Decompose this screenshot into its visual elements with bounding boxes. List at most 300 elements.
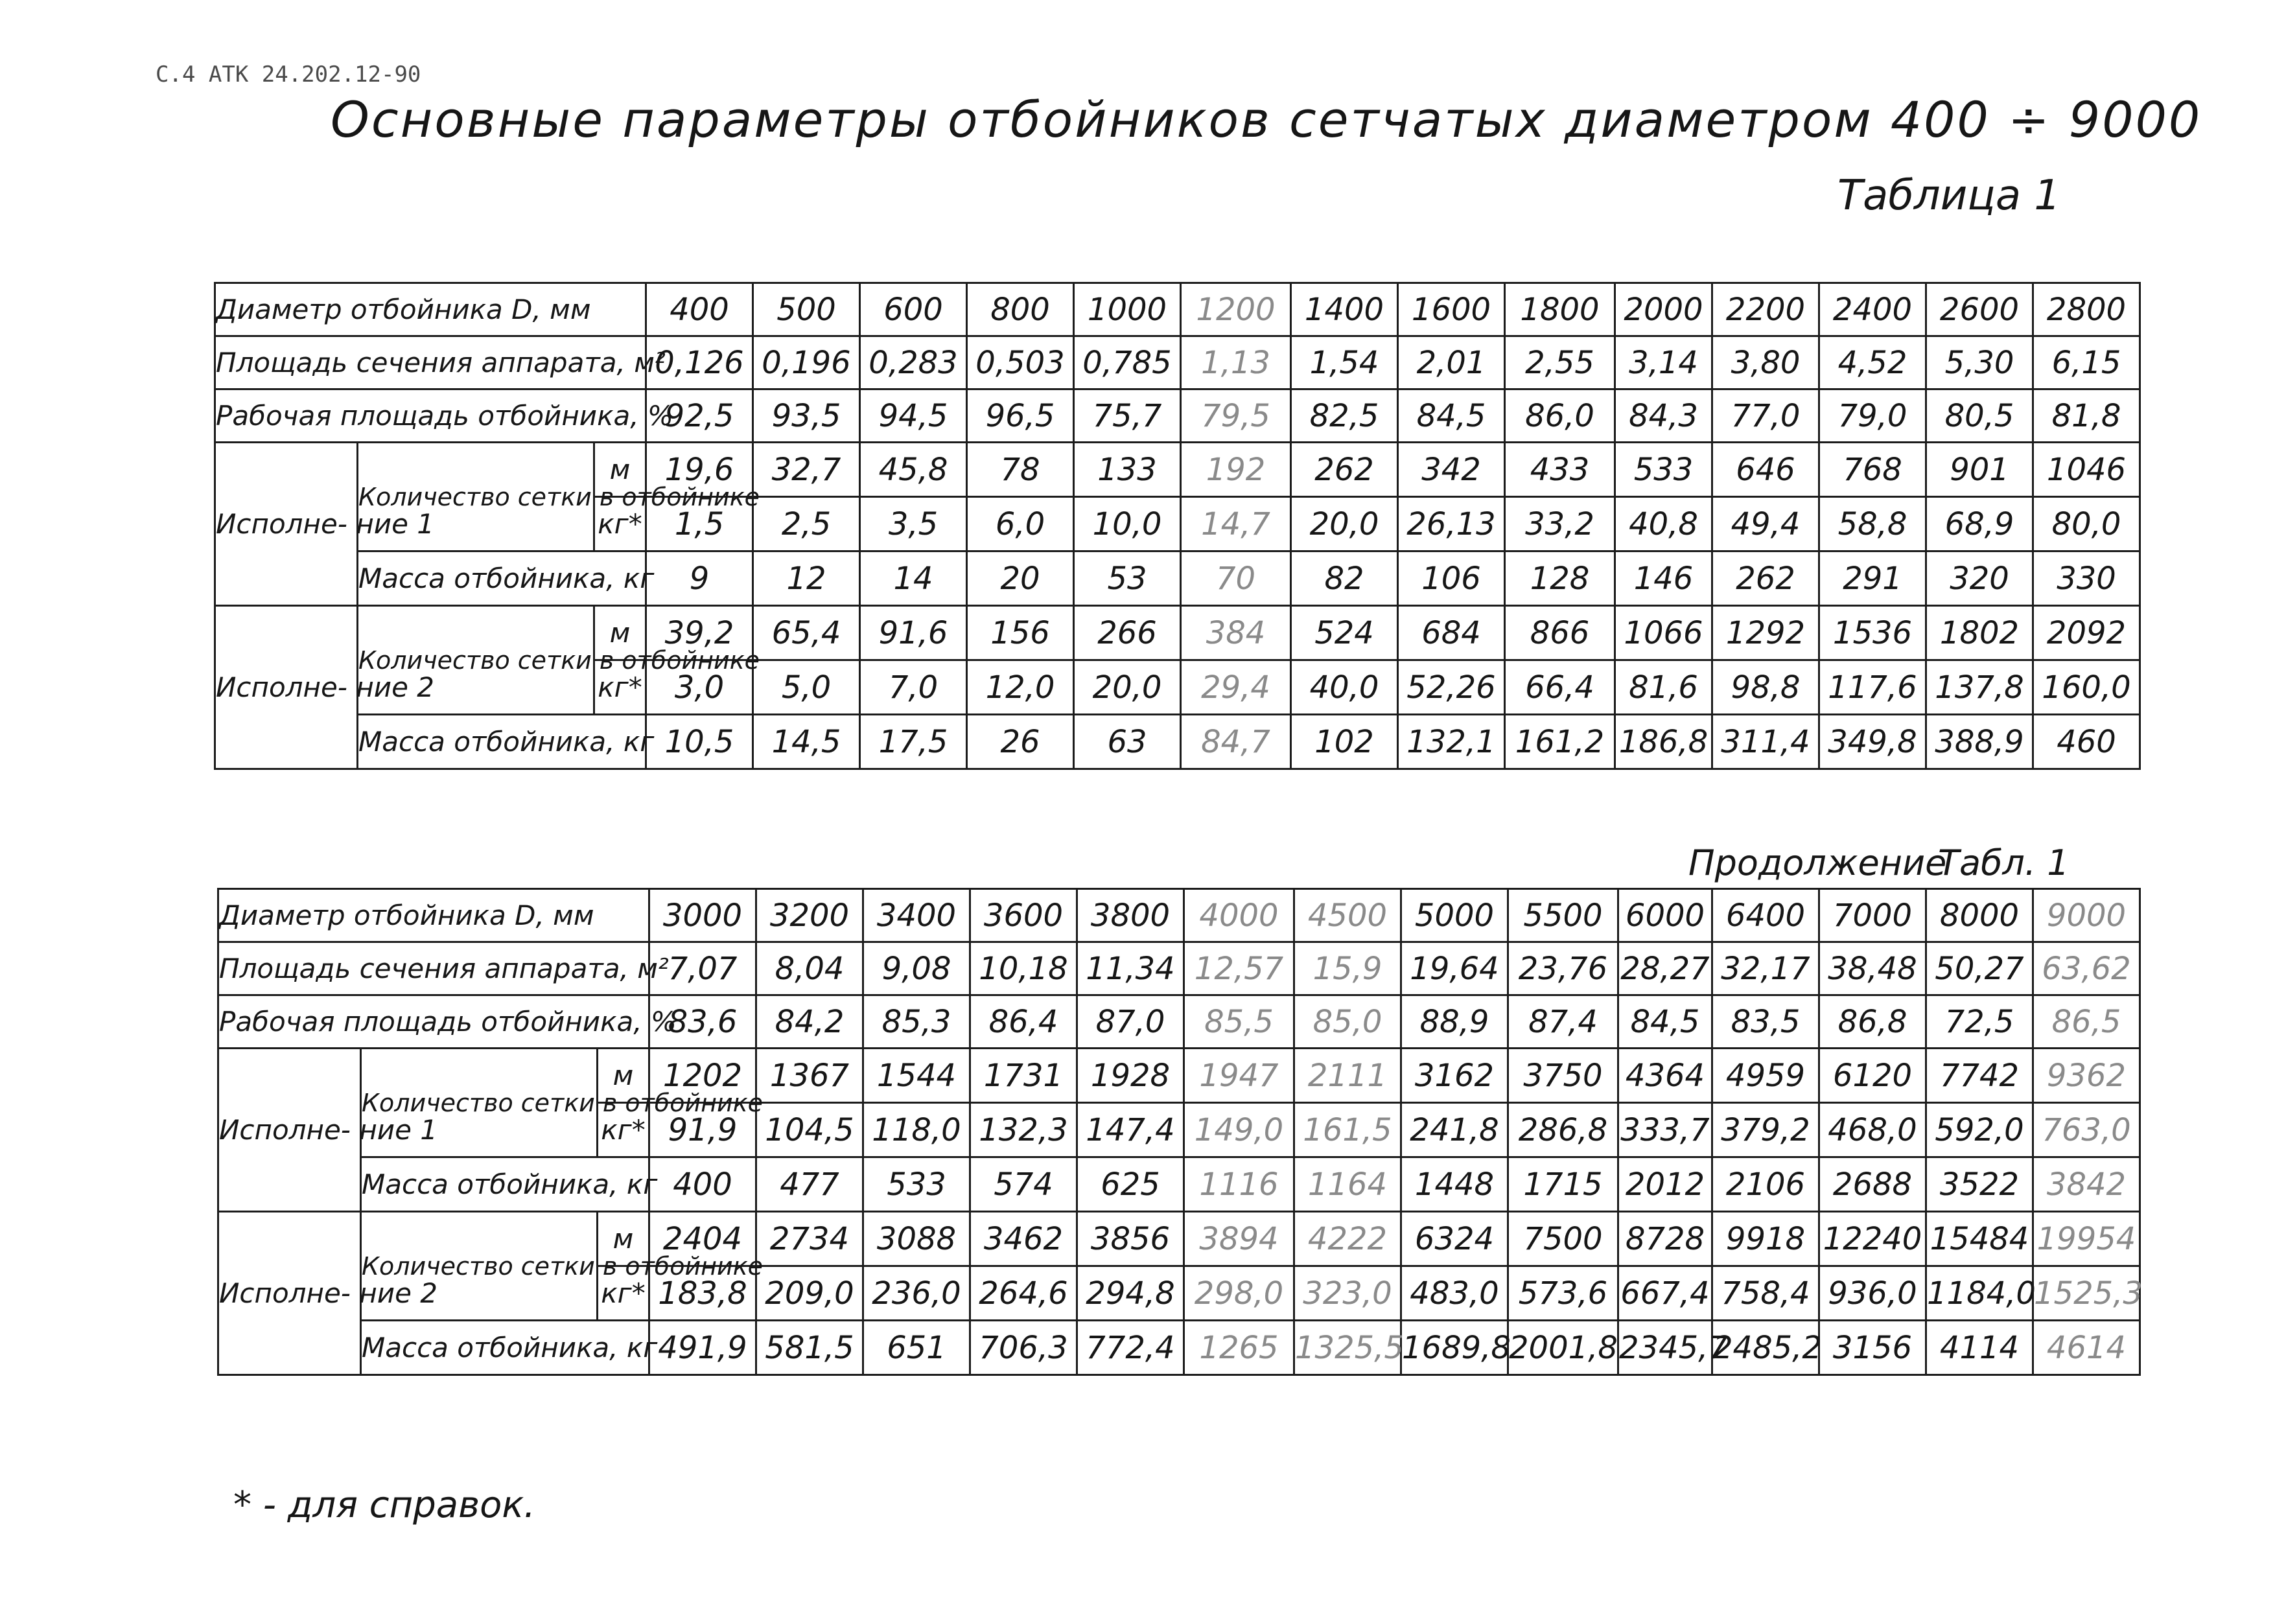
value-cell: 8728 [1618,1212,1712,1266]
value-cell: 19954 [2033,1212,2140,1266]
label-mass: Масса отбойника, кг [358,551,646,606]
row-diameter [218,889,2140,942]
value-cell: 85,5 [1184,995,1294,1049]
value-cell: 0,126 [646,336,753,389]
value-cell: 160,0 [2033,660,2140,715]
value-cell: 65,4 [753,606,860,660]
value-cell: 8,04 [756,942,863,995]
value-cell: 4959 [1712,1049,1819,1103]
value-cell: 1164 [1294,1157,1401,1212]
value-cell: 7000 [1819,889,1926,942]
value-cell: 10,18 [970,942,1077,995]
value-cell: 3156 [1819,1321,1926,1375]
value-cell: 2092 [2033,606,2140,660]
value-cell: 1536 [1819,606,1926,660]
value-cell: 3842 [2033,1157,2140,1212]
value-cell: 133 [1074,443,1181,497]
value-cell: 3,80 [1712,336,1819,389]
value-cell: 1,54 [1291,336,1398,389]
value-cell: 86,5 [2033,995,2140,1049]
value-cell: 20 [967,551,1074,606]
value-cell: 400 [646,283,753,336]
value-cell: 80,5 [1926,389,2033,443]
value-cell: 49,4 [1712,497,1819,551]
value-cell: 9000 [2033,889,2140,942]
unit-m: м [598,1212,649,1266]
value-cell: 667,4 [1618,1266,1712,1321]
unit-m: м [594,606,646,660]
value-cell: 1928 [1077,1049,1184,1103]
value-cell: 291 [1819,551,1926,606]
value-cell: 3,5 [860,497,967,551]
value-cell: 161,2 [1505,715,1615,769]
label-mesh: Количество сетки в отбойнике [361,1212,598,1321]
value-cell: 5,30 [1926,336,2033,389]
value-cell: 1544 [863,1049,970,1103]
value-cell: 433 [1505,443,1615,497]
value-cell: 72,5 [1926,995,2033,1049]
value-cell: 388,9 [1926,715,2033,769]
value-cell: 294,8 [1077,1266,1184,1321]
document-code: С.4 АТК 24.202.12-90 [156,62,421,87]
value-cell: 4222 [1294,1212,1401,1266]
value-cell: 574 [970,1157,1077,1212]
value-cell: 1184,0 [1926,1266,2033,1321]
value-cell: 625 [1077,1157,1184,1212]
value-cell: 29,4 [1181,660,1291,715]
value-cell: 147,4 [1077,1103,1184,1157]
value-cell: 3462 [970,1212,1077,1266]
value-cell: 14,5 [753,715,860,769]
value-cell: 20,0 [1074,660,1181,715]
unit-kg: кг* [598,1103,649,1157]
value-cell: 460 [2033,715,2140,769]
value-cell: 209,0 [756,1266,863,1321]
value-cell: 32,17 [1712,942,1819,995]
value-cell: 5000 [1401,889,1508,942]
value-cell: 82,5 [1291,389,1398,443]
value-cell: 763,0 [2033,1103,2140,1157]
value-cell: 1265 [1184,1321,1294,1375]
value-cell: 84,5 [1398,389,1505,443]
value-cell: 92,5 [646,389,753,443]
value-cell: 651 [863,1321,970,1375]
value-cell: 86,8 [1819,995,1926,1049]
value-cell: 323,0 [1294,1266,1401,1321]
value-cell: 1448 [1401,1157,1508,1212]
value-cell: 10,5 [646,715,753,769]
value-cell: 7,07 [649,942,756,995]
value-cell: 1116 [1184,1157,1294,1212]
value-cell: 330 [2033,551,2140,606]
value-cell: 241,8 [1401,1103,1508,1157]
value-cell: 192 [1181,443,1291,497]
value-cell: 52,26 [1398,660,1505,715]
value-cell: 12,0 [967,660,1074,715]
unit-kg: кг* [594,660,646,715]
value-cell: 118,0 [863,1103,970,1157]
value-cell: 1947 [1184,1049,1294,1103]
value-cell: 1689,8 [1401,1321,1508,1375]
value-cell: 79,0 [1819,389,1926,443]
label-mass: Масса отбойника, кг [358,715,646,769]
value-cell: 161,5 [1294,1103,1401,1157]
value-cell: 1066 [1615,606,1712,660]
label-group-2: Исполне- ние 2 [218,1212,361,1375]
value-cell: 1000 [1074,283,1181,336]
value-cell: 3200 [756,889,863,942]
value-cell: 39,2 [646,606,753,660]
value-cell: 3088 [863,1212,970,1266]
value-cell: 26 [967,715,1074,769]
value-cell: 88,9 [1401,995,1508,1049]
value-cell: 9 [646,551,753,606]
value-cell: 58,8 [1819,497,1926,551]
value-cell: 70 [1181,551,1291,606]
parameters-table-1 [214,282,2141,770]
value-cell: 106 [1398,551,1505,606]
value-cell: 5,0 [753,660,860,715]
value-cell: 93,5 [753,389,860,443]
value-cell: 0,283 [860,336,967,389]
value-cell: 236,0 [863,1266,970,1321]
value-cell: 264,6 [970,1266,1077,1321]
continuation-table-label: Табл. 1 [1938,842,2070,883]
row-g1-mass [215,551,2140,606]
label-mesh: Количество сетки в отбойнике [361,1049,598,1157]
value-cell: 379,2 [1712,1103,1819,1157]
value-cell: 533 [1615,443,1712,497]
value-cell: 2106 [1712,1157,1819,1212]
label-work-area: Рабочая площадь отбойника, % [218,995,649,1049]
label-group-2: Исполне- ние 2 [215,606,358,769]
value-cell: 84,3 [1615,389,1712,443]
value-cell: 186,8 [1615,715,1712,769]
value-cell: 132,1 [1398,715,1505,769]
table-label: Таблица 1 [1837,172,2061,220]
value-cell: 646 [1712,443,1819,497]
value-cell: 63,62 [2033,942,2140,995]
value-cell: 2600 [1926,283,2033,336]
value-cell: 11,34 [1077,942,1184,995]
value-cell: 5500 [1508,889,1618,942]
value-cell: 38,48 [1819,942,1926,995]
label-mass: Масса отбойника, кг [361,1321,649,1375]
value-cell: 706,3 [970,1321,1077,1375]
value-cell: 146 [1615,551,1712,606]
value-cell: 156 [967,606,1074,660]
value-cell: 500 [753,283,860,336]
value-cell: 32,7 [753,443,860,497]
value-cell: 10,0 [1074,497,1181,551]
value-cell: 3162 [1401,1049,1508,1103]
value-cell: 2000 [1615,283,1712,336]
value-cell: 4364 [1618,1049,1712,1103]
value-cell: 84,5 [1618,995,1712,1049]
value-cell: 592,0 [1926,1103,2033,1157]
value-cell: 3,14 [1615,336,1712,389]
value-cell: 4000 [1184,889,1294,942]
label-diameter: Диаметр отбойника D, мм [218,889,649,942]
row-diameter [215,283,2140,336]
value-cell: 3750 [1508,1049,1618,1103]
value-cell: 262 [1291,443,1398,497]
value-cell: 384 [1181,606,1291,660]
value-cell: 491,9 [649,1321,756,1375]
value-cell: 33,2 [1505,497,1615,551]
value-cell: 2404 [649,1212,756,1266]
value-cell: 1,5 [646,497,753,551]
value-cell: 342 [1398,443,1505,497]
value-cell: 1731 [970,1049,1077,1103]
value-cell: 40,8 [1615,497,1712,551]
value-cell: 12 [753,551,860,606]
unit-m: м [598,1049,649,1103]
value-cell: 1525,3 [2033,1266,2140,1321]
value-cell: 3600 [970,889,1077,942]
value-cell: 0,503 [967,336,1074,389]
value-cell: 81,8 [2033,389,2140,443]
value-cell: 477 [756,1157,863,1212]
value-cell: 6000 [1618,889,1712,942]
value-cell: 1800 [1505,283,1615,336]
value-cell: 533 [863,1157,970,1212]
value-cell: 6324 [1401,1212,1508,1266]
value-cell: 40,0 [1291,660,1398,715]
value-cell: 137,8 [1926,660,2033,715]
value-cell: 298,0 [1184,1266,1294,1321]
value-cell: 1,13 [1181,336,1291,389]
value-cell: 2345,7 [1618,1321,1712,1375]
value-cell: 2001,8 [1508,1321,1618,1375]
value-cell: 45,8 [860,443,967,497]
value-cell: 96,5 [967,389,1074,443]
value-cell: 600 [860,283,967,336]
value-cell: 262 [1712,551,1819,606]
value-cell: 20,0 [1291,497,1398,551]
value-cell: 68,9 [1926,497,2033,551]
value-cell: 2734 [756,1212,863,1266]
value-cell: 4500 [1294,889,1401,942]
value-cell: 483,0 [1401,1266,1508,1321]
value-cell: 311,4 [1712,715,1819,769]
label-group-1: Исполне- ние 1 [215,443,358,606]
value-cell: 320 [1926,551,2033,606]
value-cell: 98,8 [1712,660,1819,715]
value-cell: 1200 [1181,283,1291,336]
value-cell: 26,13 [1398,497,1505,551]
value-cell: 866 [1505,606,1615,660]
value-cell: 1600 [1398,283,1505,336]
value-cell: 2,01 [1398,336,1505,389]
value-cell: 84,2 [756,995,863,1049]
value-cell: 83,5 [1712,995,1819,1049]
value-cell: 84,7 [1181,715,1291,769]
row-area [218,942,2140,995]
label-group-1: Исполне- ние 1 [218,1049,361,1212]
label-mass: Масса отбойника, кг [361,1157,649,1212]
value-cell: 573,6 [1508,1266,1618,1321]
value-cell: 28,27 [1618,942,1712,995]
value-cell: 6400 [1712,889,1819,942]
label-mesh: Количество сетки в отбойнике [358,606,594,715]
value-cell: 15484 [1926,1212,2033,1266]
value-cell: 102 [1291,715,1398,769]
value-cell: 9362 [2033,1049,2140,1103]
value-cell: 3522 [1926,1157,2033,1212]
value-cell: 772,4 [1077,1321,1184,1375]
value-cell: 901 [1926,443,2033,497]
value-cell: 2200 [1712,283,1819,336]
row-g1-mass [218,1157,2140,1212]
row-g2-mass [215,715,2140,769]
label-diameter: Диаметр отбойника D, мм [215,283,646,336]
unit-kg: кг* [598,1266,649,1321]
label-area: Площадь сечения аппарата, м² [215,336,646,389]
value-cell: 78 [967,443,1074,497]
value-cell: 23,76 [1508,942,1618,995]
value-cell: 75,7 [1074,389,1181,443]
row-work-area [218,995,2140,1049]
row-area [215,336,2140,389]
value-cell: 14,7 [1181,497,1291,551]
value-cell: 19,64 [1401,942,1508,995]
value-cell: 768 [1819,443,1926,497]
value-cell: 82 [1291,551,1398,606]
value-cell: 63 [1074,715,1181,769]
row-work-area [215,389,2140,443]
value-cell: 286,8 [1508,1103,1618,1157]
value-cell: 468,0 [1819,1103,1926,1157]
value-cell: 3400 [863,889,970,942]
value-cell: 4614 [2033,1321,2140,1375]
value-cell: 15,9 [1294,942,1401,995]
value-cell: 7742 [1926,1049,2033,1103]
label-area: Площадь сечения аппарата, м² [218,942,649,995]
value-cell: 349,8 [1819,715,1926,769]
value-cell: 936,0 [1819,1266,1926,1321]
value-cell: 2012 [1618,1157,1712,1212]
parameters-table-2 [217,888,2141,1376]
value-cell: 79,5 [1181,389,1291,443]
value-cell: 2400 [1819,283,1926,336]
value-cell: 3000 [649,889,756,942]
value-cell: 6,15 [2033,336,2140,389]
value-cell: 7,0 [860,660,967,715]
value-cell: 4114 [1926,1321,2033,1375]
value-cell: 80,0 [2033,497,2140,551]
row-g2-mesh-m [215,606,2140,660]
value-cell: 2688 [1819,1157,1926,1212]
label-mesh: Количество сетки в отбойнике [358,443,594,551]
value-cell: 9918 [1712,1212,1819,1266]
value-cell: 3,0 [646,660,753,715]
value-cell: 104,5 [756,1103,863,1157]
value-cell: 17,5 [860,715,967,769]
value-cell: 2485,2 [1712,1321,1819,1375]
value-cell: 53 [1074,551,1181,606]
value-cell: 1202 [649,1049,756,1103]
value-cell: 3856 [1077,1212,1184,1266]
continuation-label: Продолжение [1688,842,1947,883]
value-cell: 87,0 [1077,995,1184,1049]
value-cell: 1715 [1508,1157,1618,1212]
value-cell: 2111 [1294,1049,1401,1103]
value-cell: 66,4 [1505,660,1615,715]
value-cell: 524 [1291,606,1398,660]
value-cell: 117,6 [1819,660,1926,715]
value-cell: 85,0 [1294,995,1401,1049]
row-g1-mesh-m [215,443,2140,497]
value-cell: 8000 [1926,889,2033,942]
value-cell: 2,55 [1505,336,1615,389]
value-cell: 86,4 [970,995,1077,1049]
value-cell: 85,3 [863,995,970,1049]
row-g2-mesh-m [218,1212,2140,1266]
value-cell: 77,0 [1712,389,1819,443]
row-g1-mesh-m [218,1049,2140,1103]
value-cell: 12,57 [1184,942,1294,995]
unit-m: м [594,443,646,497]
value-cell: 266 [1074,606,1181,660]
footnote: * - для справок. [233,1484,535,1526]
value-cell: 2800 [2033,283,2140,336]
value-cell: 1292 [1712,606,1819,660]
value-cell: 1367 [756,1049,863,1103]
value-cell: 3894 [1184,1212,1294,1266]
label-work-area: Рабочая площадь отбойника, % [215,389,646,443]
value-cell: 128 [1505,551,1615,606]
value-cell: 1325,5 [1294,1321,1401,1375]
value-cell: 1400 [1291,283,1398,336]
value-cell: 149,0 [1184,1103,1294,1157]
document-title: Основные параметры отбойников сетчатых диаметром 400 ÷ 9000 [331,91,2202,148]
value-cell: 0,196 [753,336,860,389]
value-cell: 50,27 [1926,942,2033,995]
value-cell: 758,4 [1712,1266,1819,1321]
value-cell: 800 [967,283,1074,336]
value-cell: 94,5 [860,389,967,443]
value-cell: 12240 [1819,1212,1926,1266]
value-cell: 581,5 [756,1321,863,1375]
unit-kg: кг* [594,497,646,551]
value-cell: 81,6 [1615,660,1712,715]
value-cell: 0,785 [1074,336,1181,389]
value-cell: 14 [860,551,967,606]
value-cell: 400 [649,1157,756,1212]
value-cell: 83,6 [649,995,756,1049]
value-cell: 86,0 [1505,389,1615,443]
value-cell: 684 [1398,606,1505,660]
value-cell: 6,0 [967,497,1074,551]
value-cell: 19,6 [646,443,753,497]
value-cell: 1046 [2033,443,2140,497]
value-cell: 2,5 [753,497,860,551]
value-cell: 9,08 [863,942,970,995]
value-cell: 3800 [1077,889,1184,942]
row-g2-mass [218,1321,2140,1375]
value-cell: 87,4 [1508,995,1618,1049]
value-cell: 333,7 [1618,1103,1712,1157]
value-cell: 183,8 [649,1266,756,1321]
value-cell: 6120 [1819,1049,1926,1103]
value-cell: 132,3 [970,1103,1077,1157]
value-cell: 1802 [1926,606,2033,660]
value-cell: 91,9 [649,1103,756,1157]
value-cell: 4,52 [1819,336,1926,389]
value-cell: 7500 [1508,1212,1618,1266]
value-cell: 91,6 [860,606,967,660]
